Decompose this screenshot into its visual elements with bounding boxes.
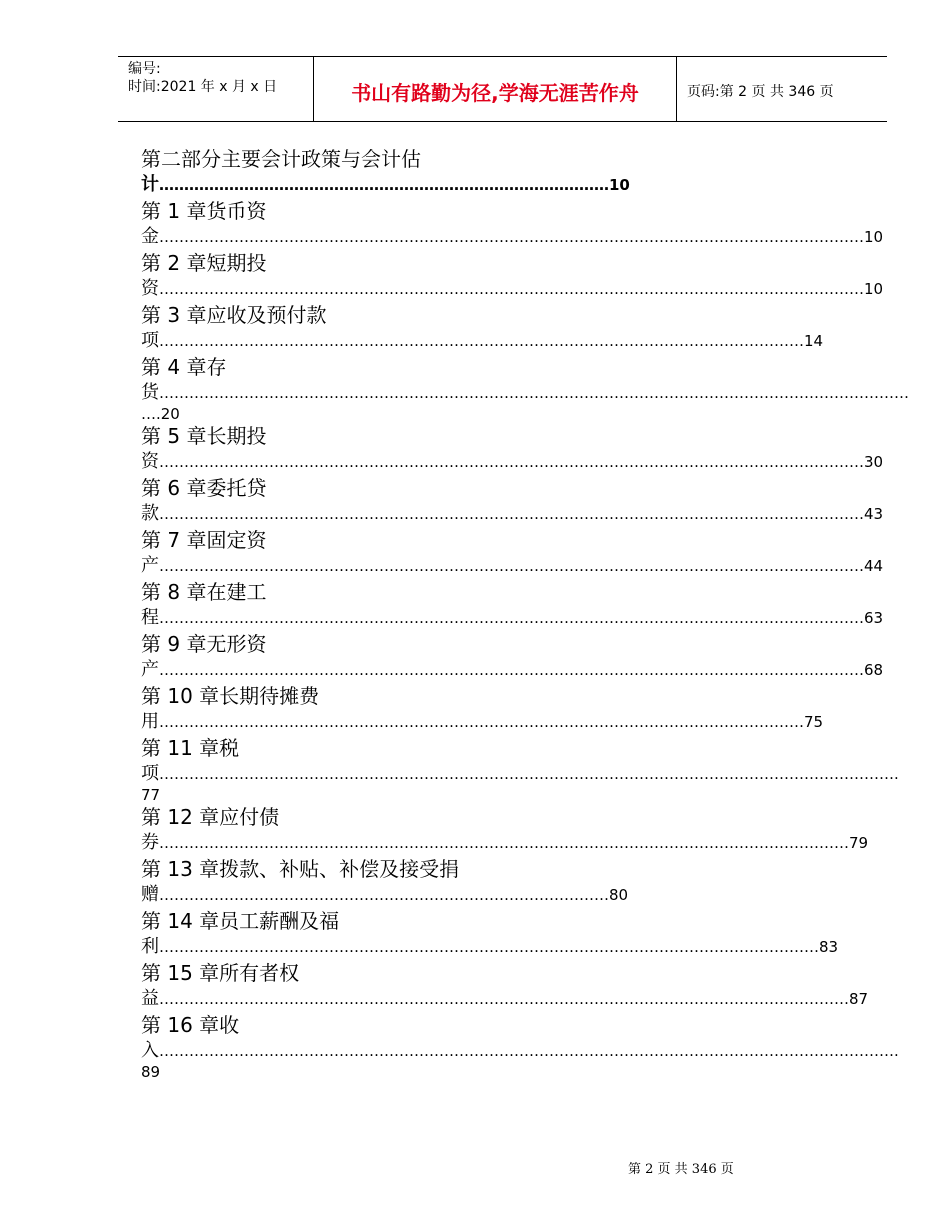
toc-entry-char: 产 (141, 659, 159, 680)
toc-entry-line (141, 882, 866, 908)
toc-entry-page: 10 (864, 280, 884, 298)
toc-entry-char: 程 (141, 607, 159, 628)
toc-entry-page: 14 (804, 332, 824, 350)
toc-entry-leader: ………………………………………………………………………………………………………………………… (159, 834, 849, 852)
toc-entry-title: 第 9 章无形资 (141, 632, 267, 656)
toc-part-leader: ……………………………………………………………………………… (159, 176, 609, 194)
toc-entry-line (141, 553, 884, 579)
toc-entry-title: 第 8 章在建工 (141, 580, 267, 604)
toc-entry-wrap: ….20 (141, 405, 180, 423)
toc-entry-leader: ………………………………………………………………………………………………………………… (159, 713, 804, 731)
toc-entry-leader: ……………………………………………………………………………… (159, 886, 609, 904)
toc-entry-char: 利 (141, 936, 159, 957)
table-of-contents (141, 146, 909, 1081)
toc-entry-line (141, 934, 866, 960)
toc-entry-leader: …………………………………………………………………………………………………………………………… (159, 557, 864, 575)
toc-entry-leader: …………………………………………………………………………………………………………………………… (159, 453, 864, 471)
toc-entry-title: 第 13 章拨款、补贴、补偿及接受捐 (141, 857, 460, 881)
toc-entry-page: 75 (804, 713, 824, 731)
toc-entry-char: 益 (141, 988, 159, 1009)
toc-entry-leader: ………………………………………………………………………………………………………………………… (159, 990, 849, 1008)
toc-entry-line (141, 761, 899, 787)
toc-entry-page: 87 (849, 990, 869, 1008)
toc-entry-char: 产 (141, 555, 159, 576)
toc-entry-title: 第 14 章员工薪酬及福 (141, 909, 340, 933)
toc-entry-leader: ………………………………………………………………………………………………………………… (159, 332, 804, 350)
toc-entry-page: 44 (864, 557, 884, 575)
header-motto: 书山有路勤为径,学海无涯苦作舟 (314, 57, 677, 121)
toc-entry-page: 83 (819, 938, 839, 956)
toc-entry-title: 第 15 章所有者权 (141, 961, 300, 985)
toc-entry-char: 资 (141, 278, 159, 299)
toc-entry-line (141, 276, 884, 302)
toc-entry-leader: …………………………………………………………………………………………………………………………………… (159, 384, 909, 402)
toc-entry-title: 第 1 章货币资 (141, 199, 267, 223)
toc-entry-leader: …………………………………………………………………………………………………………………… (159, 938, 819, 956)
toc-entry-line (141, 605, 884, 631)
toc-entry-char: 用 (141, 711, 159, 732)
toc-entry-char: 项 (141, 763, 159, 784)
toc-entry-leader: …………………………………………………………………………………………………………………………… (159, 609, 864, 627)
toc-entry-page: 43 (864, 505, 884, 523)
toc-entry-line (141, 657, 884, 683)
toc-entry-title: 第 7 章固定资 (141, 528, 267, 552)
toc-entry-title: 第 5 章长期投 (141, 424, 267, 448)
toc-entry-wrap: 77 (141, 786, 161, 804)
toc-entry-title: 第 2 章短期投 (141, 251, 267, 275)
toc-part-title: 第二部分主要会计政策与会计估 (141, 147, 421, 171)
toc-entry-leader: …………………………………………………………………………………………………………………………… (159, 280, 864, 298)
toc-part-page: 10 (609, 176, 630, 194)
toc-entry-line (141, 449, 884, 475)
toc-part-line (141, 172, 866, 198)
toc-entry-line (141, 501, 884, 527)
toc-entry-line (141, 709, 866, 735)
toc-entry-char: 项 (141, 330, 159, 351)
header-meta (118, 57, 314, 121)
toc-entry-leader: …………………………………………………………………………………………………………………………… (159, 228, 864, 246)
toc-entry-char: 款 (141, 503, 159, 524)
page-footer: 第 2 页 共 346 页 (628, 1162, 734, 1177)
toc-entry-leader: …………………………………………………………………………………………………………………………………. (159, 765, 899, 783)
toc-entries (141, 198, 909, 1081)
toc-entry-leader: …………………………………………………………………………………………………………………………… (159, 505, 864, 523)
page-header (118, 56, 887, 122)
toc-entry-line (141, 986, 869, 1012)
toc-entry-page: 30 (864, 453, 884, 471)
toc-entry-char: 赠 (141, 884, 159, 905)
document-time-label: 时间:2021 年 x 月 x 日 (128, 79, 278, 95)
toc-entry-page: 63 (864, 609, 884, 627)
toc-entry-line (141, 1038, 899, 1064)
toc-entry-leader: …………………………………………………………………………………………………………………………………. (159, 1042, 899, 1060)
toc-entry-leader: …………………………………………………………………………………………………………………………… (159, 661, 864, 679)
toc-entry-char: 金 (141, 226, 159, 247)
document-number-label: 编号: (128, 61, 161, 77)
toc-entry-char: 资 (141, 451, 159, 472)
toc-entry-title: 第 11 章税 (141, 736, 240, 760)
toc-entry-title: 第 12 章应付债 (141, 805, 280, 829)
toc-entry-title: 第 16 章收 (141, 1013, 240, 1037)
toc-entry-wrap: 89 (141, 1063, 161, 1081)
toc-part-line-char: 计 (141, 174, 159, 195)
toc-entry-line (141, 830, 869, 856)
toc-entry-line (141, 380, 909, 406)
toc-entry-char: 货 (141, 382, 159, 403)
toc-entry-line (141, 328, 866, 354)
toc-entry-page: 68 (864, 661, 884, 679)
toc-entry-title: 第 10 章长期待摊费 (141, 684, 320, 708)
toc-entry-page: 10 (864, 228, 884, 246)
toc-entry-title: 第 3 章应收及预付款 (141, 303, 327, 327)
toc-entry-title: 第 4 章存 (141, 355, 227, 379)
header-page-label: 页码:第 2 页 共 346 页 (687, 84, 834, 100)
toc-entry-line (141, 224, 884, 250)
toc-entry-title: 第 6 章委托贷 (141, 476, 267, 500)
toc-entry-char: 券 (141, 832, 159, 853)
toc-entry-page: 80 (609, 886, 629, 904)
toc-entry-char: 入 (141, 1040, 159, 1061)
toc-entry-page: 79 (849, 834, 869, 852)
